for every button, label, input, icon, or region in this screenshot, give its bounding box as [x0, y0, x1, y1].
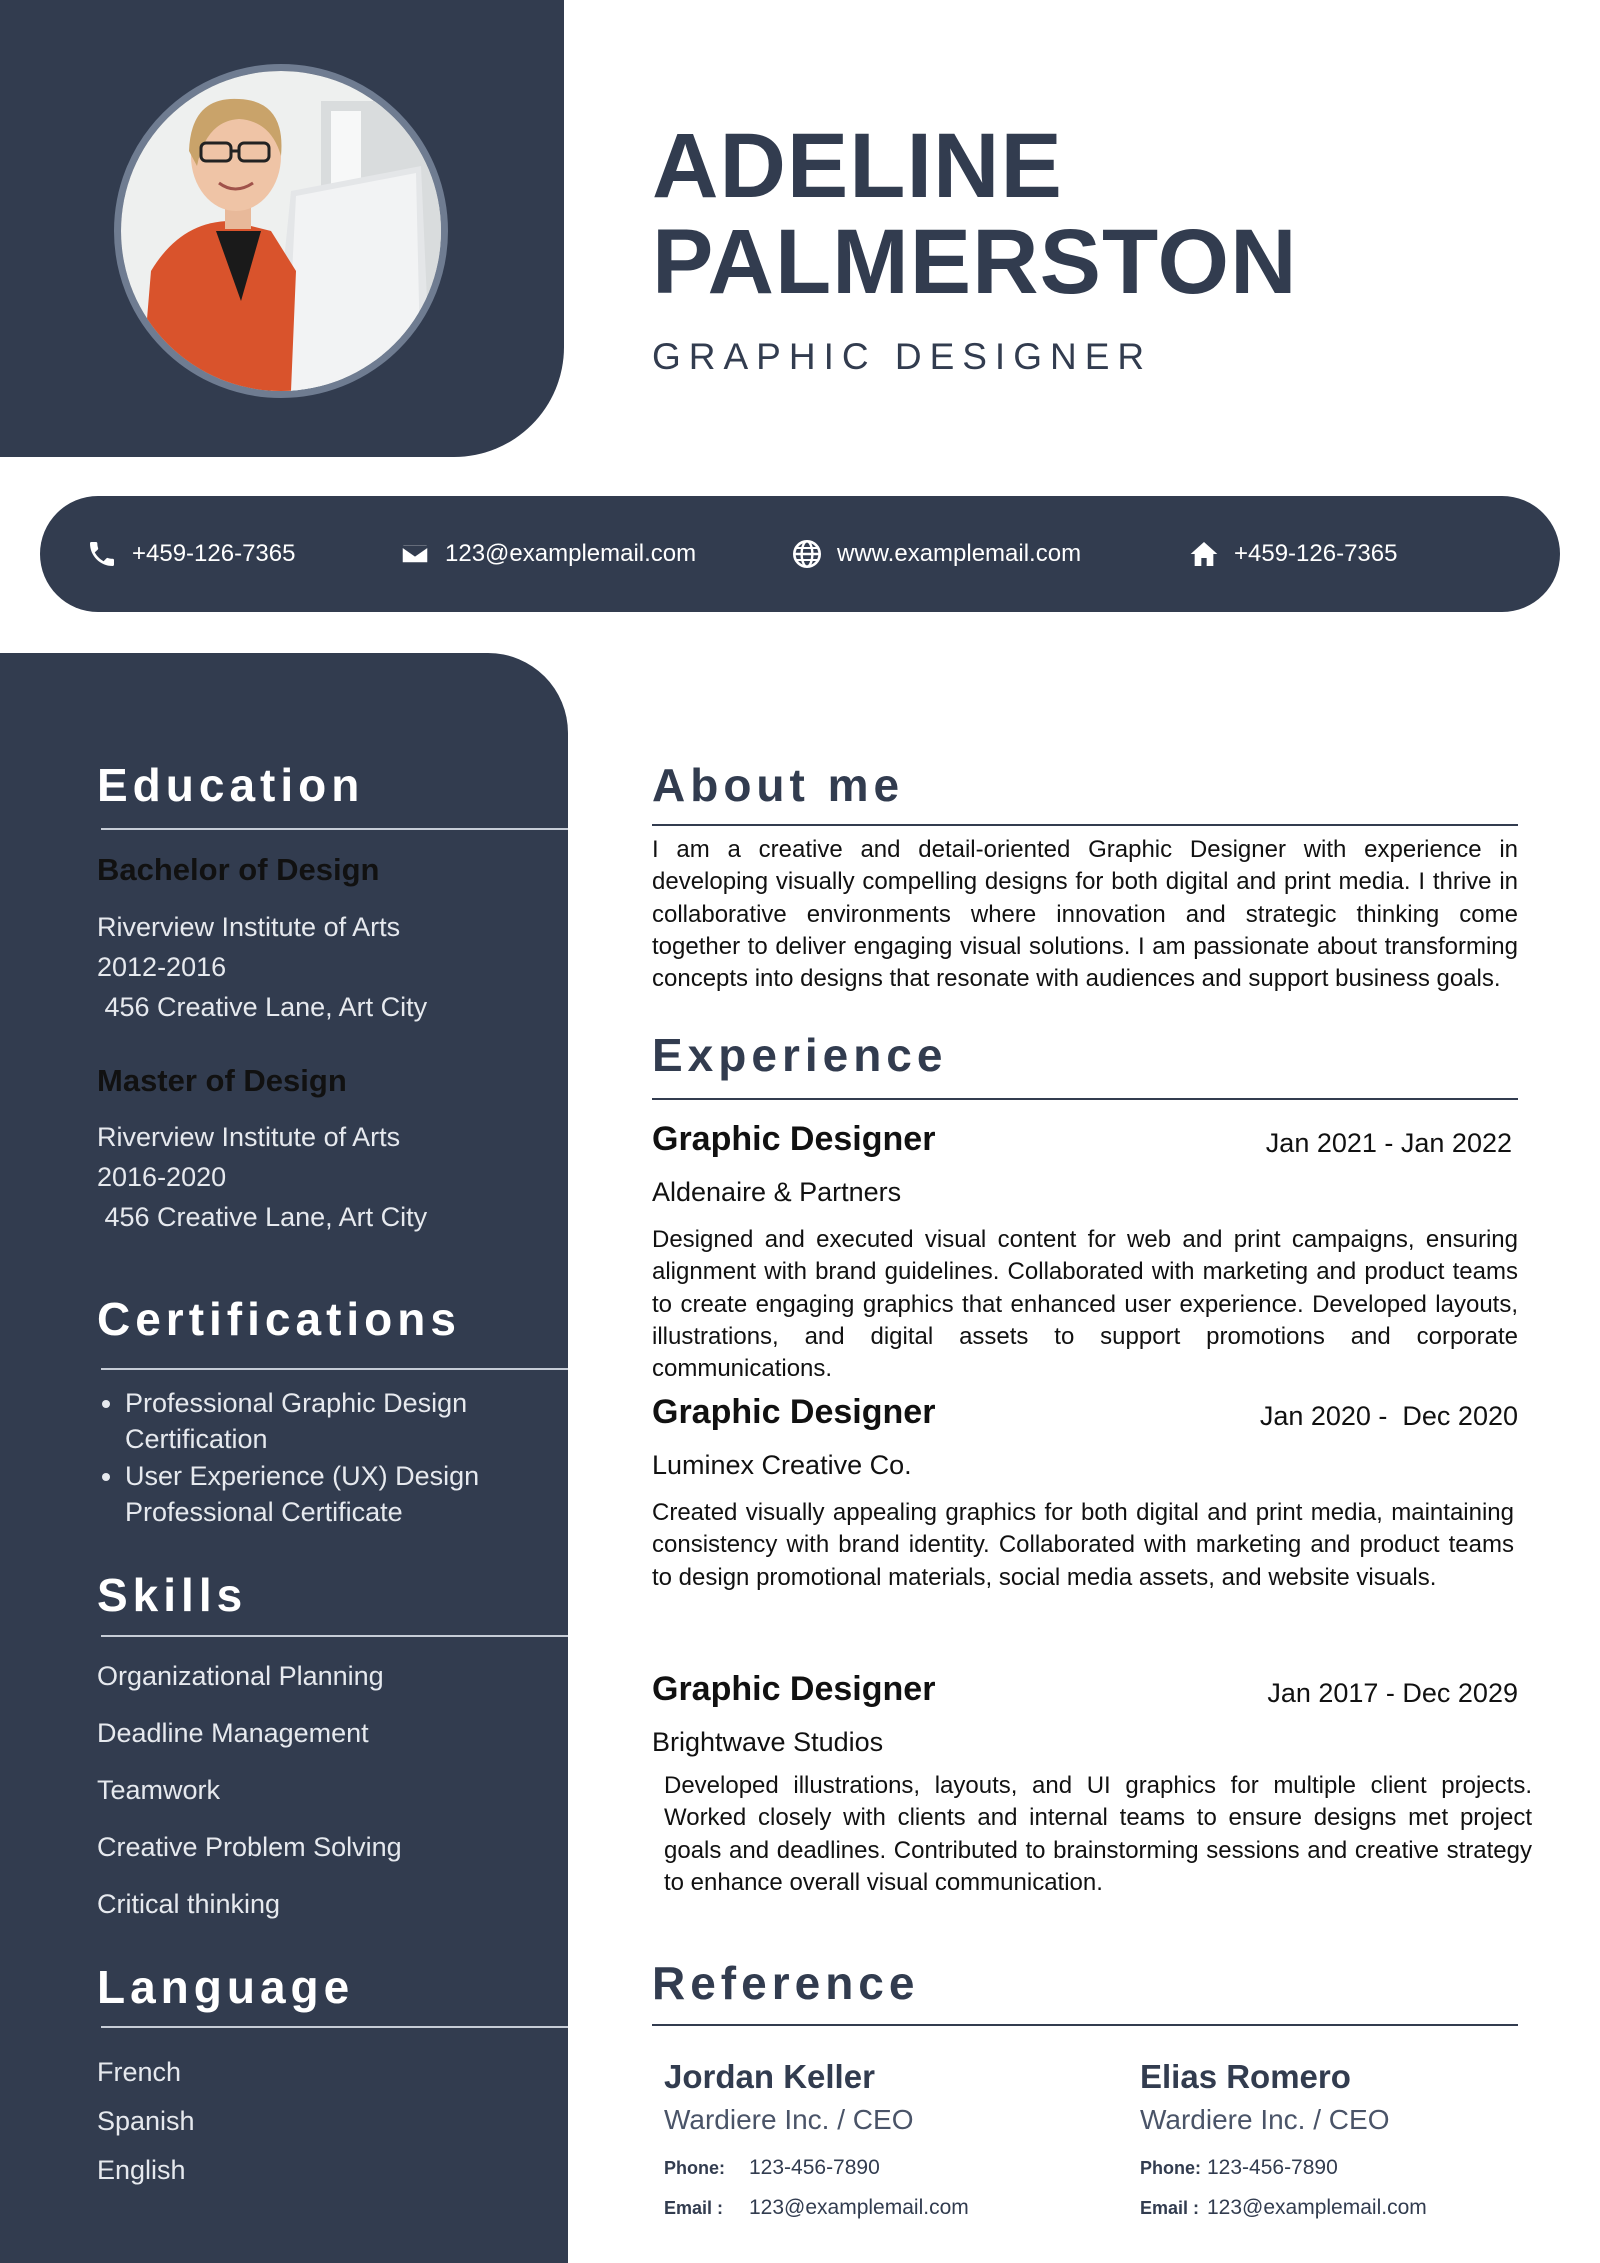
- mail-icon: [399, 538, 431, 570]
- contact-email[interactable]: [399, 532, 696, 576]
- list-item: • User Experience (UX) Design Professional Certificate: [125, 1458, 585, 1530]
- education-address: 456 Creative Lane, Art City: [97, 1202, 428, 1232]
- contact-email-text: 123@examplemail.com: [445, 540, 697, 567]
- contact-phone[interactable]: [86, 532, 295, 576]
- name-block: [652, 115, 1552, 378]
- certifications-heading: Certifications: [97, 1293, 461, 1345]
- reference-org: Wardiere Inc. / CEO: [1140, 2104, 1390, 2135]
- education-degree: Bachelor of Design: [97, 852, 380, 887]
- education-heading: Education: [97, 759, 365, 811]
- globe-icon: [791, 538, 823, 570]
- contact-bar: [40, 496, 1560, 612]
- photo-panel: [0, 0, 564, 457]
- education-divider: [101, 828, 568, 830]
- reference-name: Jordan Keller: [664, 2058, 875, 2095]
- experience-job-title: Graphic Designer: [652, 1670, 936, 1708]
- experience-dates: Jan 2017 - Dec 2029: [1267, 1678, 1518, 1708]
- experience-description: Designed and executed visual content for web and print campaigns, ensuring alignment with brand guidelines. Collaborated with marketing and product teams to create engaging graphics that enhanced user experience. Developed layouts, illustrations, and digital assets to support promotions and corporate communications.: [652, 1226, 1518, 1383]
- reference-email[interactable]: 123@examplemail.com: [1207, 2196, 1427, 2219]
- reference-phone-label: Phone:: [1140, 2158, 1201, 2178]
- reference-org: Wardiere Inc. / CEO: [664, 2104, 914, 2135]
- skill-item: Teamwork: [97, 1775, 221, 1805]
- education-years: 2016-2020: [97, 1162, 227, 1192]
- language-item: Spanish: [97, 2106, 195, 2136]
- name-first: ADELINE: [652, 115, 1063, 217]
- contact-website-text: www.examplemail.com: [837, 540, 1082, 567]
- skills-heading: Skills: [97, 1569, 248, 1621]
- language-item: French: [97, 2057, 182, 2087]
- phone-icon: [86, 538, 118, 570]
- reference-divider: [652, 2024, 1518, 2026]
- contact-website[interactable]: [791, 532, 1081, 576]
- reference-email[interactable]: 123@examplemail.com: [749, 2196, 969, 2219]
- job-title: GRAPHIC DESIGNER: [652, 336, 1153, 377]
- experience-company: Luminex Creative Co.: [652, 1450, 912, 1480]
- reference-phone-label: Phone:: [664, 2158, 725, 2178]
- experience-heading: Experience: [652, 1029, 948, 1081]
- experience-job-title: Graphic Designer: [652, 1393, 936, 1431]
- list-item: • Professional Graphic Design Certification: [125, 1385, 585, 1457]
- contact-phone-text: +459-126-7365: [132, 540, 296, 567]
- reference-phone: 123-456-7890: [1207, 2156, 1338, 2179]
- contact-address[interactable]: [1188, 532, 1397, 576]
- certifications-list: [97, 1385, 585, 1531]
- experience-company: Aldenaire & Partners: [652, 1177, 902, 1207]
- education-school: Riverview Institute of Arts: [97, 912, 401, 942]
- experience-company: Brightwave Studios: [652, 1727, 884, 1757]
- experience-job-title: Graphic Designer: [652, 1120, 936, 1158]
- language-divider: [101, 2026, 568, 2028]
- language-heading: Language: [97, 1961, 355, 2013]
- experience-dates: Jan 2020 - Dec 2020: [1259, 1401, 1518, 1431]
- reference-email-label: Email :: [1140, 2198, 1200, 2218]
- about-heading: About me: [652, 759, 905, 811]
- language-item: English: [97, 2155, 186, 2185]
- profile-photo: [114, 64, 448, 398]
- skill-item: Organizational Planning: [97, 1661, 384, 1691]
- reference-heading: Reference: [652, 1957, 920, 2009]
- skill-item: Critical thinking: [97, 1889, 281, 1919]
- skill-item: Creative Problem Solving: [97, 1832, 402, 1862]
- education-years: 2012-2016: [97, 952, 227, 982]
- experience-dates: Jan 2021 - Jan 2022: [1265, 1128, 1512, 1158]
- education-address: 456 Creative Lane, Art City: [97, 992, 428, 1022]
- reference-name: Elias Romero: [1140, 2058, 1351, 2095]
- name-last: PALMERSTON: [652, 211, 1298, 313]
- skills-divider: [101, 1635, 568, 1637]
- certifications-divider: [101, 1368, 568, 1370]
- about-divider: [652, 824, 1518, 826]
- education-degree: Master of Design: [97, 1063, 347, 1098]
- experience-description: Developed illustrations, layouts, and UI graphics for multiple client projects. Worked closely with clients and internal teams to ensure designs met project goals and deadlines. Contributed to brainstorming sessions and creative strategy to enhance overall visual communication.: [664, 1772, 1532, 1896]
- experience-divider: [652, 1098, 1518, 1100]
- reference-phone: 123-456-7890: [749, 2156, 880, 2179]
- profile-photo-illustration: [121, 71, 441, 391]
- experience-description: Created visually appealing graphics for both digital and print media, maintaining consistency with brand identity. Collaborated with marketing and product teams to design promotional materials, social media assets, and website visuals.: [652, 1499, 1514, 1591]
- contact-address-text: +459-126-7365: [1234, 540, 1398, 567]
- reference-email-label: Email :: [664, 2198, 724, 2218]
- about-text: I am a creative and detail-oriented Graphic Designer with experience in developing visually compelling designs for both digital and print media. I thrive in collaborative environments where innovation and strategic thinking come together to deliver engaging visual solutions. I am passionate about transforming concepts into designs that resonate with audiences and support business goals.: [652, 836, 1518, 993]
- education-school: Riverview Institute of Arts: [97, 1122, 401, 1152]
- home-icon: [1188, 538, 1220, 570]
- skill-item: Deadline Management: [97, 1718, 369, 1748]
